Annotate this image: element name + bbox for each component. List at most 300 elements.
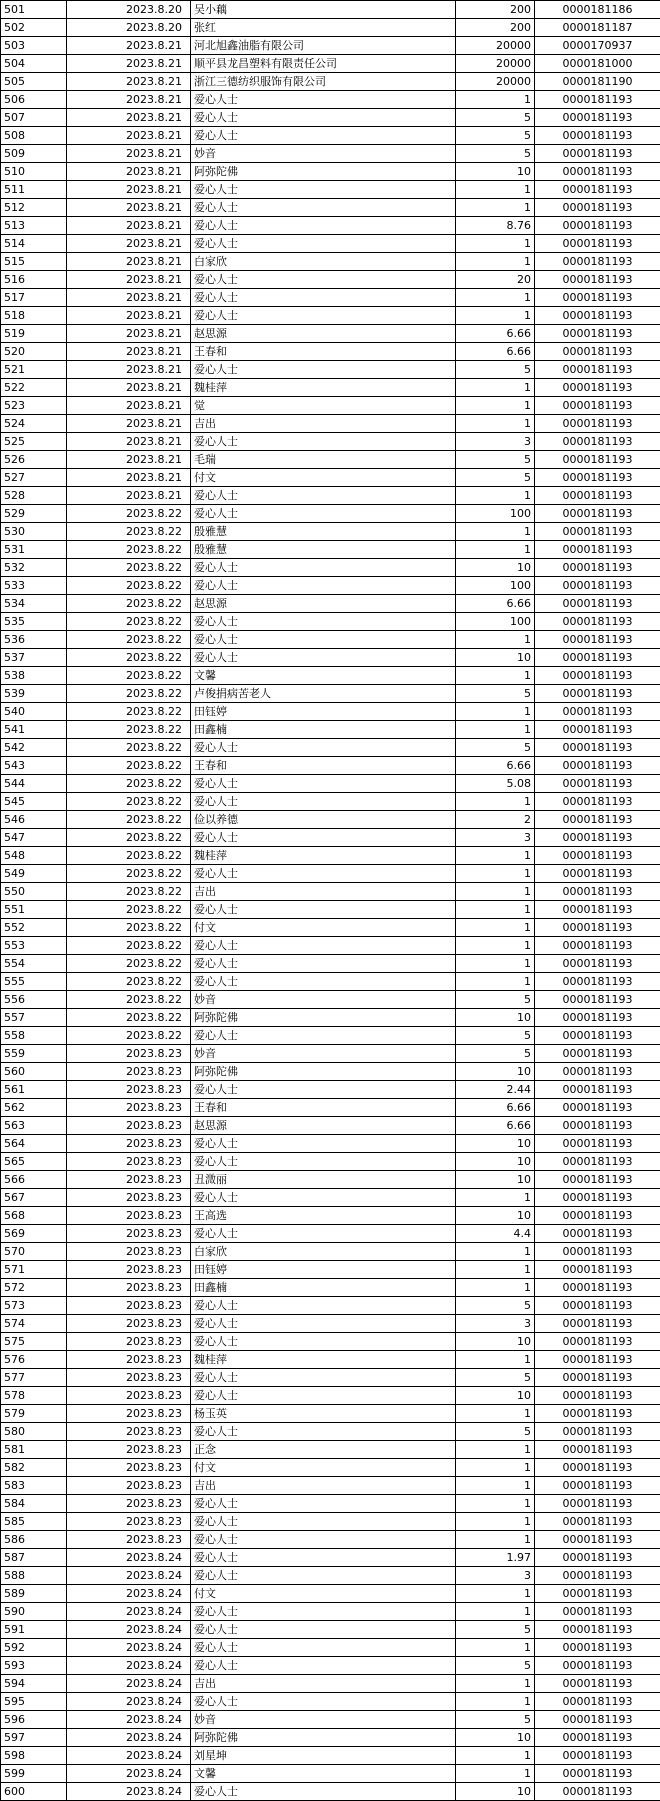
table-row xyxy=(1,1387,660,1405)
table-row xyxy=(1,1045,660,1063)
donation-amount: 200 xyxy=(456,1,535,19)
table-row xyxy=(1,1369,660,1387)
receipt-number: 0000181193 xyxy=(535,901,660,919)
receipt-number: 0000181193 xyxy=(535,1189,660,1207)
donor-name: 妙音 xyxy=(191,1711,456,1729)
donor-name: 田鑫楠 xyxy=(191,721,456,739)
donation-date: 2023.8.21 xyxy=(67,127,191,145)
row-number: 539 xyxy=(1,685,67,703)
row-number: 536 xyxy=(1,631,67,649)
donor-name: 阿弥陀佛 xyxy=(191,1063,456,1081)
donor-name: 妙音 xyxy=(191,1045,456,1063)
donor-name: 爱心人士 xyxy=(191,1189,456,1207)
table-row xyxy=(1,181,660,199)
donation-date: 2023.8.22 xyxy=(67,829,191,847)
donation-amount: 5.08 xyxy=(456,775,535,793)
donation-date: 2023.8.23 xyxy=(67,1531,191,1549)
table-row xyxy=(1,1621,660,1639)
donor-name: 爱心人士 xyxy=(191,559,456,577)
donor-name: 吉出 xyxy=(191,883,456,901)
row-number: 556 xyxy=(1,991,67,1009)
receipt-number: 0000181193 xyxy=(535,1333,660,1351)
donation-date: 2023.8.22 xyxy=(67,991,191,1009)
donor-name: 付文 xyxy=(191,1585,456,1603)
table-row xyxy=(1,631,660,649)
donation-amount: 5 xyxy=(456,469,535,487)
row-number: 547 xyxy=(1,829,67,847)
table-row xyxy=(1,1297,660,1315)
row-number: 597 xyxy=(1,1729,67,1747)
receipt-number: 0000181193 xyxy=(535,811,660,829)
donation-amount: 1 xyxy=(456,523,535,541)
donor-name: 赵思源 xyxy=(191,1117,456,1135)
donation-date: 2023.8.23 xyxy=(67,1333,191,1351)
donation-date: 2023.8.24 xyxy=(67,1603,191,1621)
receipt-number: 0000181193 xyxy=(535,1405,660,1423)
receipt-number: 0000181193 xyxy=(535,937,660,955)
row-number: 582 xyxy=(1,1459,67,1477)
donation-amount: 5 xyxy=(456,1621,535,1639)
donation-date: 2023.8.22 xyxy=(67,775,191,793)
row-number: 515 xyxy=(1,253,67,271)
table-row xyxy=(1,253,660,271)
table-row xyxy=(1,991,660,1009)
row-number: 514 xyxy=(1,235,67,253)
donor-name: 阿弥陀佛 xyxy=(191,163,456,181)
donation-amount: 100 xyxy=(456,613,535,631)
donation-amount: 5 xyxy=(456,109,535,127)
table-row xyxy=(1,163,660,181)
donation-date: 2023.8.22 xyxy=(67,505,191,523)
row-number: 568 xyxy=(1,1207,67,1225)
receipt-number: 0000181193 xyxy=(535,1243,660,1261)
row-number: 598 xyxy=(1,1747,67,1765)
table-row xyxy=(1,1495,660,1513)
donor-name: 爱心人士 xyxy=(191,91,456,109)
receipt-number: 0000181193 xyxy=(535,991,660,1009)
receipt-number: 0000181193 xyxy=(535,1657,660,1675)
receipt-number: 0000181193 xyxy=(535,1621,660,1639)
receipt-number: 0000170937 xyxy=(535,37,660,55)
table-row xyxy=(1,415,660,433)
table-row xyxy=(1,523,660,541)
donation-amount: 2.44 xyxy=(456,1081,535,1099)
donor-name: 爱心人士 xyxy=(191,775,456,793)
donation-date: 2023.8.21 xyxy=(67,145,191,163)
donation-amount: 5 xyxy=(456,1369,535,1387)
table-row xyxy=(1,1765,660,1783)
receipt-number: 0000181193 xyxy=(535,1369,660,1387)
donation-date: 2023.8.23 xyxy=(67,1081,191,1099)
donation-date: 2023.8.21 xyxy=(67,379,191,397)
table-row xyxy=(1,1171,660,1189)
donation-amount: 1 xyxy=(456,487,535,505)
donation-date: 2023.8.23 xyxy=(67,1045,191,1063)
row-number: 542 xyxy=(1,739,67,757)
donation-date: 2023.8.21 xyxy=(67,109,191,127)
donation-amount: 1 xyxy=(456,631,535,649)
table-row xyxy=(1,217,660,235)
donation-amount: 1 xyxy=(456,1441,535,1459)
row-number: 558 xyxy=(1,1027,67,1045)
row-number: 544 xyxy=(1,775,67,793)
donation-amount: 10 xyxy=(456,163,535,181)
receipt-number: 0000181193 xyxy=(535,1477,660,1495)
row-number: 527 xyxy=(1,469,67,487)
receipt-number: 0000181193 xyxy=(535,865,660,883)
donor-name: 爱心人士 xyxy=(191,865,456,883)
receipt-number: 0000181193 xyxy=(535,145,660,163)
donation-amount: 3 xyxy=(456,829,535,847)
table-row xyxy=(1,91,660,109)
donation-amount: 10 xyxy=(456,1333,535,1351)
donation-amount: 5 xyxy=(456,361,535,379)
donor-name: 殷雅慧 xyxy=(191,541,456,559)
row-number: 554 xyxy=(1,955,67,973)
table-row xyxy=(1,1333,660,1351)
donation-date: 2023.8.22 xyxy=(67,613,191,631)
receipt-number: 0000181193 xyxy=(535,703,660,721)
donation-date: 2023.8.23 xyxy=(67,1225,191,1243)
row-number: 518 xyxy=(1,307,67,325)
donation-date: 2023.8.21 xyxy=(67,199,191,217)
donation-amount: 10 xyxy=(456,1153,535,1171)
row-number: 588 xyxy=(1,1567,67,1585)
receipt-number: 0000181193 xyxy=(535,163,660,181)
donation-amount: 1 xyxy=(456,397,535,415)
donation-date: 2023.8.23 xyxy=(67,1243,191,1261)
donation-amount: 1 xyxy=(456,1693,535,1711)
donation-date: 2023.8.23 xyxy=(67,1279,191,1297)
row-number: 571 xyxy=(1,1261,67,1279)
receipt-number: 0000181193 xyxy=(535,613,660,631)
donation-date: 2023.8.24 xyxy=(67,1711,191,1729)
donation-date: 2023.8.21 xyxy=(67,289,191,307)
receipt-number: 0000181193 xyxy=(535,1063,660,1081)
receipt-number: 0000181193 xyxy=(535,505,660,523)
table-row xyxy=(1,1639,660,1657)
table-row xyxy=(1,1711,660,1729)
table-row xyxy=(1,235,660,253)
row-number: 569 xyxy=(1,1225,67,1243)
table-row xyxy=(1,1315,660,1333)
receipt-number: 0000181193 xyxy=(535,1351,660,1369)
receipt-number: 0000181193 xyxy=(535,739,660,757)
row-number: 529 xyxy=(1,505,67,523)
receipt-number: 0000181193 xyxy=(535,1099,660,1117)
donation-amount: 5 xyxy=(456,1297,535,1315)
donation-date: 2023.8.23 xyxy=(67,1189,191,1207)
receipt-number: 0000181193 xyxy=(535,469,660,487)
table-row xyxy=(1,1027,660,1045)
receipt-number: 0000181193 xyxy=(535,1585,660,1603)
row-number: 508 xyxy=(1,127,67,145)
receipt-number: 0000181193 xyxy=(535,973,660,991)
donor-name: 吴小藕 xyxy=(191,1,456,19)
donation-amount: 1 xyxy=(456,1513,535,1531)
receipt-number: 0000181193 xyxy=(535,721,660,739)
table-row xyxy=(1,1747,660,1765)
table-row xyxy=(1,1351,660,1369)
table-row xyxy=(1,685,660,703)
donation-date: 2023.8.22 xyxy=(67,973,191,991)
row-number: 593 xyxy=(1,1657,67,1675)
donation-amount: 1 xyxy=(456,937,535,955)
donor-name: 妙音 xyxy=(191,145,456,163)
donation-date: 2023.8.22 xyxy=(67,667,191,685)
receipt-number: 0000181193 xyxy=(535,757,660,775)
receipt-number: 0000181193 xyxy=(535,1513,660,1531)
donation-date: 2023.8.23 xyxy=(67,1315,191,1333)
donation-date: 2023.8.22 xyxy=(67,631,191,649)
donation-date: 2023.8.22 xyxy=(67,883,191,901)
row-number: 505 xyxy=(1,73,67,91)
row-number: 531 xyxy=(1,541,67,559)
receipt-number: 0000181193 xyxy=(535,361,660,379)
row-number: 528 xyxy=(1,487,67,505)
row-number: 579 xyxy=(1,1405,67,1423)
row-number: 575 xyxy=(1,1333,67,1351)
donor-name: 丑溦丽 xyxy=(191,1171,456,1189)
table-row xyxy=(1,1657,660,1675)
table-row xyxy=(1,1783,660,1801)
donation-date: 2023.8.21 xyxy=(67,415,191,433)
donation-amount: 20000 xyxy=(456,73,535,91)
receipt-number: 0000181193 xyxy=(535,253,660,271)
donation-amount: 1 xyxy=(456,199,535,217)
donor-name: 爱心人士 xyxy=(191,307,456,325)
donation-date: 2023.8.22 xyxy=(67,577,191,595)
table-row xyxy=(1,1405,660,1423)
row-number: 509 xyxy=(1,145,67,163)
receipt-number: 0000181193 xyxy=(535,1081,660,1099)
row-number: 563 xyxy=(1,1117,67,1135)
table-row xyxy=(1,145,660,163)
table-row xyxy=(1,37,660,55)
donation-date: 2023.8.23 xyxy=(67,1405,191,1423)
table-row xyxy=(1,955,660,973)
donor-name: 王春和 xyxy=(191,1099,456,1117)
donor-name: 赵思源 xyxy=(191,325,456,343)
donation-date: 2023.8.22 xyxy=(67,541,191,559)
donor-name: 爱心人士 xyxy=(191,793,456,811)
donation-date: 2023.8.22 xyxy=(67,649,191,667)
donation-date: 2023.8.22 xyxy=(67,793,191,811)
donation-date: 2023.8.22 xyxy=(67,523,191,541)
table-row xyxy=(1,127,660,145)
donation-date: 2023.8.23 xyxy=(67,1153,191,1171)
donor-name: 爱心人士 xyxy=(191,1513,456,1531)
donation-date: 2023.8.24 xyxy=(67,1675,191,1693)
table-row xyxy=(1,883,660,901)
donor-name: 浙江三德纺织服饰有限公司 xyxy=(191,73,456,91)
row-number: 577 xyxy=(1,1369,67,1387)
receipt-number: 0000181193 xyxy=(535,847,660,865)
row-number: 506 xyxy=(1,91,67,109)
receipt-number: 0000181193 xyxy=(535,91,660,109)
donor-name: 爱心人士 xyxy=(191,1027,456,1045)
donation-amount: 1.97 xyxy=(456,1549,535,1567)
donation-amount: 5 xyxy=(456,451,535,469)
donor-name: 爱心人士 xyxy=(191,829,456,847)
row-number: 578 xyxy=(1,1387,67,1405)
donation-amount: 10 xyxy=(456,1387,535,1405)
donor-name: 妙音 xyxy=(191,991,456,1009)
table-row xyxy=(1,721,660,739)
receipt-number: 0000181193 xyxy=(535,1675,660,1693)
donor-name: 爱心人士 xyxy=(191,109,456,127)
receipt-number: 0000181193 xyxy=(535,181,660,199)
receipt-number: 0000181193 xyxy=(535,649,660,667)
donation-amount: 1 xyxy=(456,919,535,937)
donor-name: 爱心人士 xyxy=(191,1135,456,1153)
donor-name: 爱心人士 xyxy=(191,1423,456,1441)
table-row xyxy=(1,379,660,397)
row-number: 583 xyxy=(1,1477,67,1495)
donation-amount: 1 xyxy=(456,379,535,397)
receipt-number: 0000181193 xyxy=(535,1117,660,1135)
donation-date: 2023.8.21 xyxy=(67,451,191,469)
donation-amount: 1 xyxy=(456,1189,535,1207)
receipt-number: 0000181193 xyxy=(535,1261,660,1279)
receipt-number: 0000181193 xyxy=(535,631,660,649)
donation-amount: 1 xyxy=(456,901,535,919)
receipt-number: 0000181193 xyxy=(535,1711,660,1729)
donor-name: 王高选 xyxy=(191,1207,456,1225)
donation-date: 2023.8.24 xyxy=(67,1765,191,1783)
donation-amount: 1 xyxy=(456,307,535,325)
row-number: 523 xyxy=(1,397,67,415)
row-number: 546 xyxy=(1,811,67,829)
table-row xyxy=(1,1531,660,1549)
donation-amount: 10 xyxy=(456,559,535,577)
donation-amount: 100 xyxy=(456,577,535,595)
table-row xyxy=(1,1423,660,1441)
donation-date: 2023.8.21 xyxy=(67,361,191,379)
donor-name: 爱心人士 xyxy=(191,1153,456,1171)
donation-date: 2023.8.23 xyxy=(67,1459,191,1477)
table-row xyxy=(1,937,660,955)
row-number: 537 xyxy=(1,649,67,667)
row-number: 541 xyxy=(1,721,67,739)
donation-amount: 1 xyxy=(456,1765,535,1783)
table-row xyxy=(1,739,660,757)
table-row xyxy=(1,649,660,667)
row-number: 590 xyxy=(1,1603,67,1621)
row-number: 594 xyxy=(1,1675,67,1693)
donor-name: 爱心人士 xyxy=(191,1693,456,1711)
row-number: 551 xyxy=(1,901,67,919)
row-number: 561 xyxy=(1,1081,67,1099)
receipt-number: 0000181193 xyxy=(535,1729,660,1747)
row-number: 520 xyxy=(1,343,67,361)
donor-name: 正念 xyxy=(191,1441,456,1459)
table-row xyxy=(1,1135,660,1153)
table-row xyxy=(1,19,660,37)
table-row xyxy=(1,1261,660,1279)
donor-name: 吉出 xyxy=(191,1477,456,1495)
donation-amount: 10 xyxy=(456,1171,535,1189)
row-number: 557 xyxy=(1,1009,67,1027)
table-row xyxy=(1,1009,660,1027)
row-number: 533 xyxy=(1,577,67,595)
table-row xyxy=(1,919,660,937)
table-row xyxy=(1,1207,660,1225)
donation-amount: 100 xyxy=(456,505,535,523)
donation-amount: 10 xyxy=(456,1009,535,1027)
table-row xyxy=(1,775,660,793)
table-row xyxy=(1,811,660,829)
donation-amount: 5 xyxy=(456,739,535,757)
donation-amount: 1 xyxy=(456,1675,535,1693)
donor-name: 爱心人士 xyxy=(191,1369,456,1387)
donor-name: 爱心人士 xyxy=(191,955,456,973)
donor-name: 爱心人士 xyxy=(191,973,456,991)
donation-date: 2023.8.21 xyxy=(67,55,191,73)
donation-amount: 8.76 xyxy=(456,217,535,235)
receipt-number: 0000181193 xyxy=(535,1009,660,1027)
donor-name: 爱心人士 xyxy=(191,361,456,379)
table-row xyxy=(1,1693,660,1711)
donation-amount: 20000 xyxy=(456,37,535,55)
donation-amount: 3 xyxy=(456,1567,535,1585)
donation-amount: 5 xyxy=(456,1423,535,1441)
donation-amount: 1 xyxy=(456,847,535,865)
donor-name: 阿弥陀佛 xyxy=(191,1729,456,1747)
table-row xyxy=(1,973,660,991)
donation-date: 2023.8.23 xyxy=(67,1063,191,1081)
receipt-number: 0000181193 xyxy=(535,271,660,289)
table-row xyxy=(1,307,660,325)
row-number: 600 xyxy=(1,1783,67,1801)
receipt-number: 0000181193 xyxy=(535,1387,660,1405)
donation-date: 2023.8.23 xyxy=(67,1135,191,1153)
receipt-number: 0000181193 xyxy=(535,1135,660,1153)
receipt-number: 0000181193 xyxy=(535,397,660,415)
donor-name: 爱心人士 xyxy=(191,1567,456,1585)
receipt-number: 0000181193 xyxy=(535,307,660,325)
donation-date: 2023.8.24 xyxy=(67,1657,191,1675)
donation-table-body xyxy=(1,1,660,1801)
donation-amount: 10 xyxy=(456,1207,535,1225)
donor-name: 毛瑞 xyxy=(191,451,456,469)
receipt-number: 0000181193 xyxy=(535,793,660,811)
donation-amount: 1 xyxy=(456,1243,535,1261)
donation-date: 2023.8.22 xyxy=(67,757,191,775)
row-number: 512 xyxy=(1,199,67,217)
row-number: 521 xyxy=(1,361,67,379)
row-number: 574 xyxy=(1,1315,67,1333)
donor-name: 付文 xyxy=(191,919,456,937)
donation-date: 2023.8.20 xyxy=(67,1,191,19)
receipt-number: 0000181193 xyxy=(535,127,660,145)
donation-amount: 1 xyxy=(456,1279,535,1297)
donation-amount: 1 xyxy=(456,1495,535,1513)
donor-name: 爱心人士 xyxy=(191,1297,456,1315)
donor-name: 文馨 xyxy=(191,667,456,685)
table-row xyxy=(1,1189,660,1207)
row-number: 580 xyxy=(1,1423,67,1441)
table-row xyxy=(1,505,660,523)
donor-name: 爱心人士 xyxy=(191,1225,456,1243)
donation-date: 2023.8.23 xyxy=(67,1207,191,1225)
donation-date: 2023.8.22 xyxy=(67,811,191,829)
donor-name: 王春和 xyxy=(191,343,456,361)
donation-amount: 1 xyxy=(456,1603,535,1621)
row-number: 522 xyxy=(1,379,67,397)
donor-name: 付文 xyxy=(191,469,456,487)
donor-name: 俭以养德 xyxy=(191,811,456,829)
